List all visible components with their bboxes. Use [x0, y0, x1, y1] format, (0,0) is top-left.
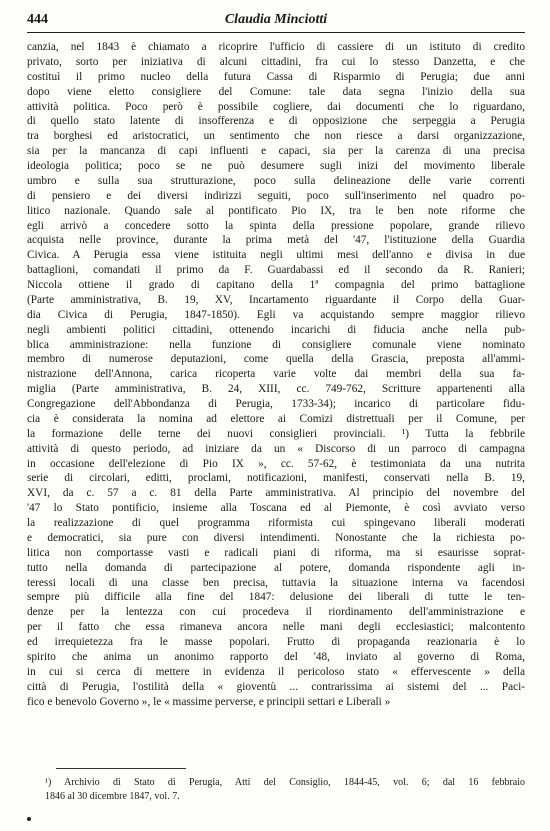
page-number: 444 [27, 12, 48, 27]
body-line: sempre più difficile alla fine del 1847: delusione dei liberali di tutte le ten- [27, 591, 525, 604]
body-line: Civica. A Perugia essa viene istituita negli ultimi mesi dell'anno e divisa in due [27, 249, 525, 262]
body-line: litico nazionale. Quando sale al pontificato Pio IX, tra le ben note riforme che [27, 204, 525, 217]
body-line: denze per la lentezza con cui procedeva il riordinamento dell'amministrazione e [27, 606, 525, 619]
body-line: ideologia politica; poco se ne può desumere sugli inizi del movimento liberale [27, 160, 525, 172]
body-line: miglia (Parte amministrativa, B. 24, XIII, cc. 749-762, Scritture appartenenti alla [27, 383, 525, 396]
footnote-line: 1846 al 30 dicembre 1847, vol. 7. [45, 791, 180, 802]
body-line: per il fatto che essa rimaneva ancora nelle mani degli ecclesiastici; malcontento [27, 621, 525, 634]
body-line: in occasione dell'elezione di Pio IX », cc. 57-62, è testimoniata da una nutrita [27, 457, 525, 470]
body-line: di pensiero e dei diversi indirizzi seguiti, poco sull'inserimento nel quadro po- [27, 189, 525, 202]
body-line: sia per la mancanza di capi influenti e capaci, sia per la carenza di una precisa [27, 145, 525, 158]
body-line: in cui si cerca di mettere in evidenza il pericoloso stato « effervescente » della [27, 665, 525, 678]
footnote-rule [56, 768, 186, 769]
body-line: di quello stato latente di insofferenza e di opposizione che serpeggia a Perugia [27, 115, 525, 128]
body-line: costituì il primo nucleo della futura Cassa di Risparmio di Perugia; due anni [27, 70, 525, 83]
body-line: attività politica. Poco però è possibile cogliere, dai documenti che lo riguardano, [27, 100, 525, 113]
body-line: dopo viene eletto consigliere del Comune: tale data segna l'inizio della sua [27, 85, 525, 98]
footnote [45, 776, 525, 804]
body-line: spirito che anima un anonimo rapporto del '48, inviato al governo di Roma, [27, 650, 525, 663]
body-line: blica amministrazione: nella funzione di consigliere comunale viene nominato [27, 338, 525, 351]
body-line: egli arrivò a concedere sotto la spinta della pressione popolare, grande rilievo [27, 219, 525, 232]
body-line: litica non comportasse vasti e radicali piani di riforma, ma si esaurisse soprat- [27, 546, 525, 559]
running-head: Claudia Minciotti [224, 12, 328, 27]
body-line: nistrazione dell'Annona, carica ricoperta varie volte dai membri della sua fa- [27, 368, 525, 381]
margin-dot [27, 817, 31, 821]
body-line: privato, sorto per iniziativa di alcuni cittadini, fra cui lo stesso Danzetta, e che [27, 55, 525, 68]
body-line: attività di questo periodo, ad iniziare da un « Discorso di un parroco di campagna [27, 442, 525, 455]
body-line: serie di circolari, editti, proclami, notificazioni, manifesti, conservati nella B. 19, [27, 472, 525, 485]
body-line: canzia, nel 1843 è chiamato a ricoprire l'ufficio di cassiere di un istituto di credito [27, 41, 525, 53]
body-line: cia è considerata la nomina ad elettore ai Comizi distrettuali per il Comune, per [27, 412, 525, 425]
body-line: tutto nella domanda di partecipazione al potere, domanda rispondente agli in- [27, 561, 525, 574]
body-line: la formazione delle terne dei nuovi consiglieri provinciali. ¹) Tutta la febbrile [27, 427, 525, 440]
body-line: Niccola ottiene il grado di capitano della 1ª compagnia del primo battaglione [27, 279, 525, 291]
body-line: città di Perugia, l'ostilità della « gioventù ... contrarissima ai sistemi del ... Paci- [27, 680, 525, 693]
page-header [27, 8, 525, 30]
body-line: fico e benevolo Governo », le « massime perverse, e principii settari e Liberali » [27, 695, 391, 708]
body-line: e democratici, sia pure con diversi intendimenti. Nonostante che la richiesta po- [27, 531, 525, 544]
body-line: '47 lo Stato pontificio, insieme alla Toscana ed al Piemonte, è così avviato verso [27, 502, 525, 515]
body-line: Congregazione dell'Abbondanza di Perugia, 1733-34); incarico di particolare fidu- [27, 398, 525, 410]
body-line: (Parte amministrativa, B. 19, XV, Incartamento riguardante il Corpo della Guar- [27, 293, 525, 306]
body-line: XVI, da c. 57 a c. 81 della Parte amministrativa. Al principio del novembre del [27, 487, 525, 500]
body-line: ed irrequietezza fra le masse popolari. Frutto di propaganda reazionaria è lo [27, 636, 525, 648]
body-line: teressi locali di una classe ben precisa, tuttavia la situazione interna va facendosi [27, 576, 525, 589]
body-line: tra borghesi ed aristocratici, un sentimento che non riesce a darsi organizzazione, [27, 130, 525, 143]
body-line: dia Civica di Perugia, 1847-1850). Egli va acquistando sempre maggior rilievo [27, 308, 525, 321]
body-line: membro di numerose deputazioni, come quella della Grascia, preposta all'ammi- [27, 353, 525, 366]
header-rule [27, 32, 525, 33]
body-line: la realizzazione di quel programma riformista cui spingevano liberali moderati [27, 517, 525, 529]
footnote-line: ¹) Archivio di Stato di Perugia, Atti del Consiglio, 1844-45, vol. 6; dal 16 febbraio [45, 777, 525, 788]
body-line: umbro e sulla sua strutturazione, poco sulla delineazione delle varie correnti [27, 174, 525, 187]
body-text [27, 40, 525, 709]
body-line: acquista nelle province, durante la prima metà del '47, l'istituzione della Guardia [27, 234, 525, 247]
body-line: negli ambienti politici cittadini, ottenendo incarichi di fiducia anche nella pub- [27, 323, 525, 336]
body-line: battaglioni, comandati il primo da F. Guardabassi ed il secondo da R. Ranieri; [27, 264, 525, 277]
